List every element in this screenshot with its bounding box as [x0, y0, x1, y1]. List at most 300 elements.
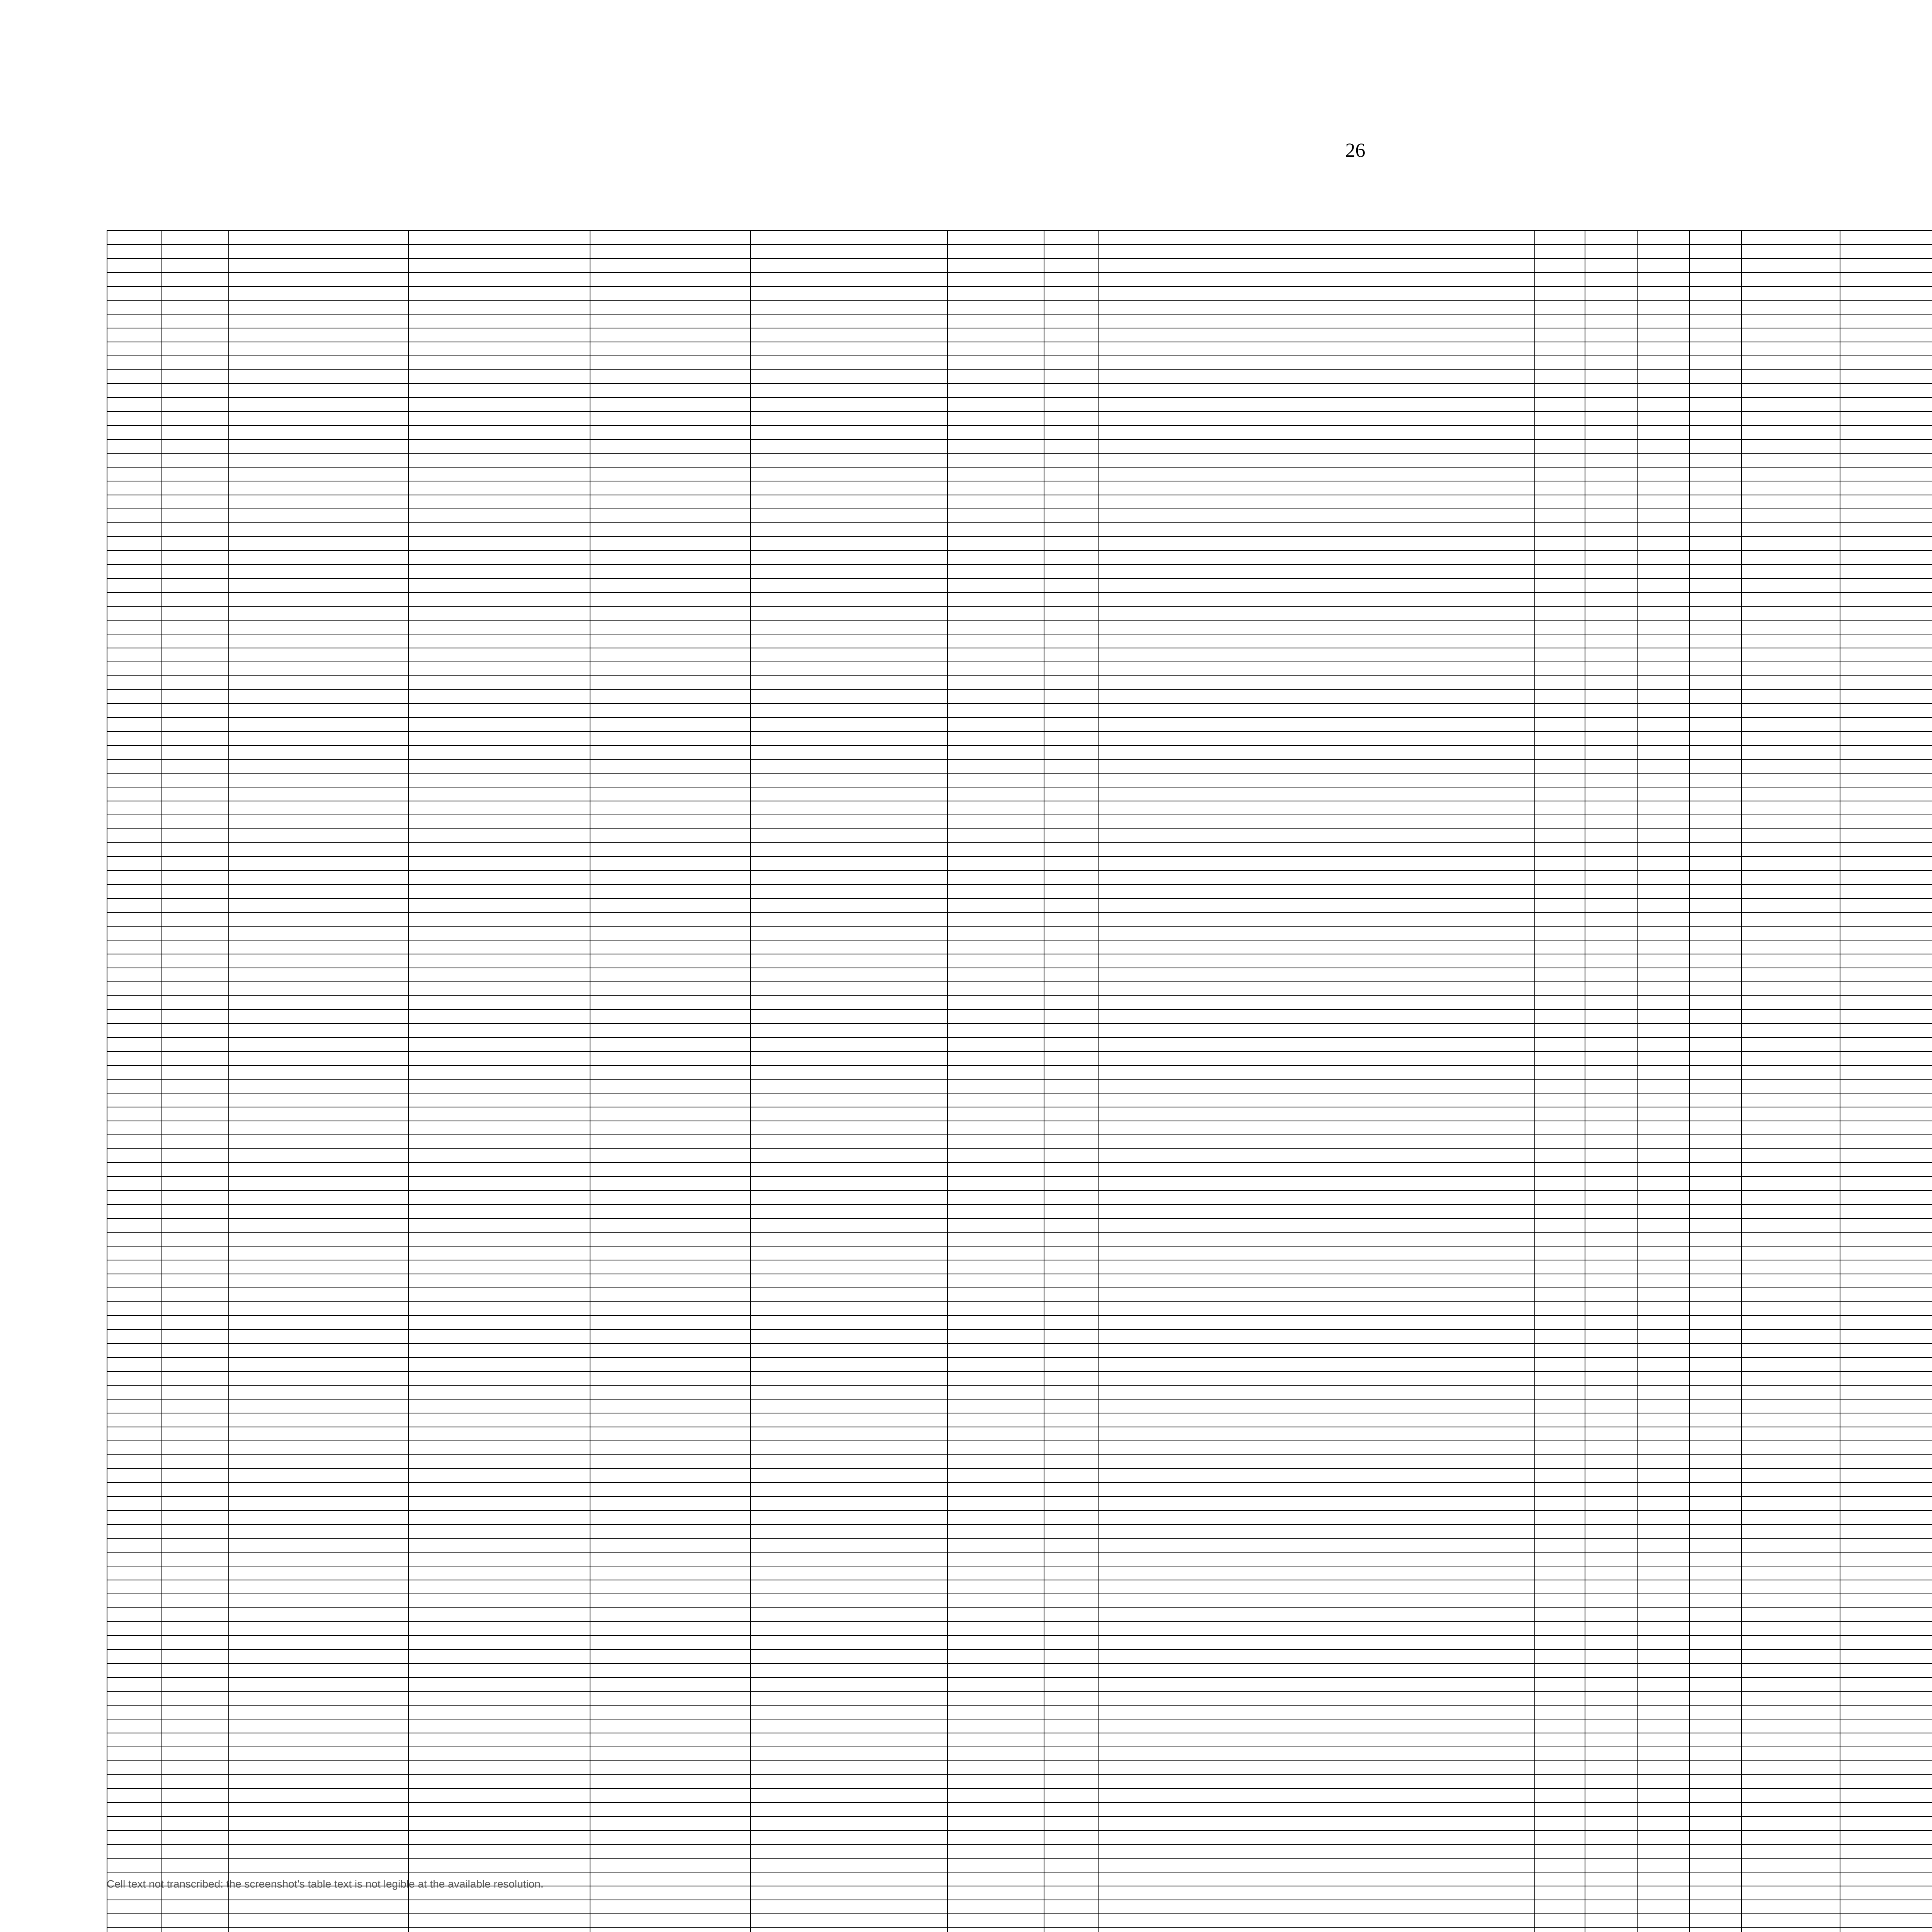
- table-cell: [1689, 1636, 1742, 1650]
- table-cell: [1840, 1830, 1932, 1844]
- table-row: [107, 745, 1932, 759]
- table-cell: [408, 1218, 590, 1232]
- table-cell: [750, 1761, 947, 1775]
- table-cell: [1840, 592, 1932, 606]
- table-cell: [408, 1232, 590, 1246]
- table-cell: [1535, 1538, 1585, 1552]
- table-cell: [1535, 1914, 1585, 1928]
- table-cell: [1535, 1371, 1585, 1385]
- table-cell: [1742, 1510, 1840, 1524]
- table-cell: [1044, 1538, 1098, 1552]
- table-cell: [590, 996, 750, 1010]
- table-cell: [1585, 300, 1637, 314]
- table-cell: [1742, 857, 1840, 871]
- table-cell: [1840, 425, 1932, 439]
- table-cell: [590, 1858, 750, 1872]
- table-cell: [1585, 1816, 1637, 1830]
- table-cell: [229, 690, 408, 704]
- table-cell: [590, 1149, 750, 1163]
- table-cell: [590, 551, 750, 565]
- table-cell: [1637, 342, 1689, 356]
- table-cell: [1044, 1816, 1098, 1830]
- table-cell: [408, 1149, 590, 1163]
- table-cell: [107, 1483, 161, 1497]
- table-cell: [1098, 829, 1535, 843]
- table-cell: [1637, 523, 1689, 537]
- table-cell: [1098, 1900, 1535, 1914]
- table-cell: [161, 898, 229, 912]
- table-cell: [1840, 537, 1932, 551]
- table-cell: [1585, 537, 1637, 551]
- table-row: [107, 300, 1932, 314]
- table-cell: [107, 1107, 161, 1121]
- table-row: [107, 1469, 1932, 1483]
- table-cell: [1585, 1371, 1637, 1385]
- table-cell: [750, 1705, 947, 1719]
- table-cell: [1742, 1538, 1840, 1552]
- table-cell: [229, 523, 408, 537]
- table-cell: [229, 718, 408, 731]
- table-cell: [1637, 1149, 1689, 1163]
- table-cell: [1742, 1608, 1840, 1622]
- table-cell: [229, 1441, 408, 1455]
- table-row: [107, 259, 1932, 272]
- table-cell: [590, 1107, 750, 1121]
- table-cell: [107, 425, 161, 439]
- table-cell: [1044, 439, 1098, 453]
- table-cell: [408, 398, 590, 412]
- table-cell: [1840, 314, 1932, 328]
- table-cell: [590, 1177, 750, 1190]
- table-row: [107, 370, 1932, 384]
- table-cell: [750, 1121, 947, 1135]
- table-cell: [1535, 690, 1585, 704]
- table-cell: [1742, 1010, 1840, 1024]
- table-cell: [408, 773, 590, 787]
- table-cell: [1742, 1330, 1840, 1344]
- table-cell: [590, 231, 750, 245]
- table-cell: [1044, 1371, 1098, 1385]
- table-cell: [1098, 1246, 1535, 1260]
- table-cell: [229, 1844, 408, 1858]
- table-cell: [1098, 1719, 1535, 1733]
- table-cell: [1535, 1065, 1585, 1079]
- table-cell: [1535, 801, 1585, 815]
- table-cell: [947, 565, 1044, 578]
- table-cell: [1742, 676, 1840, 690]
- table-cell: [1044, 1691, 1098, 1705]
- table-cell: [750, 551, 947, 565]
- table-cell: [1044, 412, 1098, 425]
- table-cell: [590, 745, 750, 759]
- table-cell: [1535, 1900, 1585, 1914]
- table-cell: [161, 731, 229, 745]
- table-cell: [1840, 1928, 1932, 1932]
- table-cell: [1098, 439, 1535, 453]
- table-row: [107, 342, 1932, 356]
- table-cell: [590, 1163, 750, 1177]
- table-cell: [1840, 996, 1932, 1010]
- table-cell: [750, 634, 947, 648]
- table-cell: [107, 1399, 161, 1413]
- table-cell: [107, 1928, 161, 1932]
- table-cell: [1585, 940, 1637, 954]
- table-cell: [750, 1872, 947, 1886]
- table-cell: [1637, 718, 1689, 731]
- table-cell: [229, 871, 408, 884]
- table-cell: [1098, 745, 1535, 759]
- table-cell: [1098, 1691, 1535, 1705]
- table-cell: [947, 1371, 1044, 1385]
- table-cell: [1585, 1065, 1637, 1079]
- table-cell: [1098, 1677, 1535, 1691]
- table-cell: [590, 245, 750, 259]
- table-cell: [161, 1705, 229, 1719]
- table-cell: [1585, 898, 1637, 912]
- table-cell: [107, 1775, 161, 1789]
- table-cell: [1044, 801, 1098, 815]
- table-cell: [1637, 954, 1689, 968]
- table-cell: [1840, 1900, 1932, 1914]
- table-cell: [947, 1330, 1044, 1344]
- table-cell: [1098, 551, 1535, 565]
- table-cell: [1637, 857, 1689, 871]
- table-row: [107, 1803, 1932, 1816]
- table-cell: [1044, 328, 1098, 342]
- table-cell: [750, 1246, 947, 1260]
- table-row: [107, 1037, 1932, 1051]
- table-cell: [1637, 1803, 1689, 1816]
- table-cell: [1742, 1524, 1840, 1538]
- table-cell: [1840, 690, 1932, 704]
- table-cell: [750, 1079, 947, 1093]
- table-cell: [1585, 1037, 1637, 1051]
- table-cell: [161, 1789, 229, 1803]
- table-row: [107, 328, 1932, 342]
- table-row: [107, 620, 1932, 634]
- table-row: [107, 1010, 1932, 1024]
- table-cell: [107, 1900, 161, 1914]
- table-cell: [1689, 996, 1742, 1010]
- table-cell: [1742, 453, 1840, 467]
- table-cell: [1840, 843, 1932, 857]
- table-cell: [1098, 1204, 1535, 1218]
- table-cell: [1840, 1399, 1932, 1413]
- table-cell: [750, 1914, 947, 1928]
- table-cell: [750, 398, 947, 412]
- table-cell: [1840, 1858, 1932, 1872]
- table-cell: [1044, 509, 1098, 523]
- table-cell: [947, 551, 1044, 565]
- table-cell: [229, 1344, 408, 1357]
- table-cell: [1689, 328, 1742, 342]
- table-cell: [947, 1399, 1044, 1413]
- table-cell: [229, 1594, 408, 1608]
- table-cell: [1689, 690, 1742, 704]
- table-cell: [408, 982, 590, 996]
- table-cell: [1098, 982, 1535, 996]
- table-cell: [1535, 495, 1585, 509]
- table-cell: [750, 523, 947, 537]
- table-cell: [1689, 1024, 1742, 1037]
- table-cell: [750, 801, 947, 815]
- table-cell: [1689, 1149, 1742, 1163]
- table-cell: [1637, 1816, 1689, 1830]
- table-cell: [1585, 1691, 1637, 1705]
- table-cell: [161, 1608, 229, 1622]
- table-cell: [947, 773, 1044, 787]
- table-cell: [1742, 648, 1840, 662]
- table-cell: [947, 1552, 1044, 1566]
- table-cell: [1689, 1316, 1742, 1330]
- table-cell: [1098, 1816, 1535, 1830]
- table-cell: [1742, 1302, 1840, 1316]
- table-cell: [1535, 898, 1585, 912]
- table-cell: [1585, 1024, 1637, 1037]
- table-cell: [408, 370, 590, 384]
- table-cell: [1840, 1441, 1932, 1455]
- table-cell: [1742, 1566, 1840, 1580]
- table-cell: [947, 1677, 1044, 1691]
- table-cell: [590, 968, 750, 982]
- table-cell: [1689, 592, 1742, 606]
- table-cell: [1689, 1928, 1742, 1932]
- table-cell: [107, 676, 161, 690]
- table-cell: [1585, 1524, 1637, 1538]
- table-cell: [1044, 1705, 1098, 1719]
- table-cell: [1585, 1566, 1637, 1580]
- table-cell: [1585, 1469, 1637, 1483]
- table-cell: [1840, 231, 1932, 245]
- table-cell: [1637, 565, 1689, 578]
- table-cell: [229, 1747, 408, 1761]
- table-cell: [1585, 1886, 1637, 1900]
- table-row: [107, 551, 1932, 565]
- table-cell: [590, 1747, 750, 1761]
- table-cell: [1535, 1608, 1585, 1622]
- table-cell: [1840, 1914, 1932, 1928]
- table-cell: [1742, 1552, 1840, 1566]
- table-cell: [408, 551, 590, 565]
- table-cell: [750, 773, 947, 787]
- table-cell: [750, 231, 947, 245]
- table-cell: [947, 1622, 1044, 1636]
- table-cell: [1535, 1079, 1585, 1093]
- table-cell: [1098, 1037, 1535, 1051]
- table-cell: [1585, 1010, 1637, 1024]
- table-cell: [107, 1288, 161, 1302]
- table-cell: [1044, 1093, 1098, 1107]
- table-cell: [1637, 1789, 1689, 1803]
- table-cell: [590, 954, 750, 968]
- table-cell: [1044, 592, 1098, 606]
- table-cell: [107, 801, 161, 815]
- table-cell: [590, 1330, 750, 1344]
- table-cell: [1098, 578, 1535, 592]
- table-cell: [161, 1497, 229, 1510]
- table-cell: [750, 718, 947, 731]
- table-cell: [1637, 731, 1689, 745]
- table-cell: [1637, 1747, 1689, 1761]
- table-cell: [1535, 245, 1585, 259]
- table-row: [107, 1135, 1932, 1149]
- table-cell: [1742, 1719, 1840, 1733]
- table-cell: [1637, 1844, 1689, 1858]
- table-cell: [107, 662, 161, 676]
- table-cell: [1044, 634, 1098, 648]
- table-cell: [1689, 898, 1742, 912]
- table-cell: [229, 759, 408, 773]
- table-cell: [1585, 1497, 1637, 1510]
- table-cell: [750, 1510, 947, 1524]
- table-cell: [1585, 1316, 1637, 1330]
- table-cell: [107, 1733, 161, 1747]
- table-row: [107, 1274, 1932, 1288]
- table-cell: [107, 1218, 161, 1232]
- table-cell: [229, 815, 408, 829]
- table-cell: [107, 1830, 161, 1844]
- table-cell: [590, 1204, 750, 1218]
- table-cell: [1585, 314, 1637, 328]
- table-cell: [1585, 592, 1637, 606]
- table-cell: [1535, 592, 1585, 606]
- table-cell: [590, 565, 750, 578]
- table-cell: [161, 245, 229, 259]
- table-cell: [1637, 676, 1689, 690]
- table-cell: [1585, 565, 1637, 578]
- table-cell: [1535, 745, 1585, 759]
- table-cell: [1044, 342, 1098, 356]
- table-cell: [1535, 1149, 1585, 1163]
- table-cell: [750, 1636, 947, 1650]
- table-cell: [408, 467, 590, 481]
- table-cell: [1098, 1858, 1535, 1872]
- table-cell: [1637, 926, 1689, 940]
- table-cell: [947, 1344, 1044, 1357]
- table-cell: [1637, 1775, 1689, 1789]
- table-cell: [229, 662, 408, 676]
- table-cell: [1840, 439, 1932, 453]
- table-cell: [1742, 1691, 1840, 1705]
- table-cell: [1044, 1399, 1098, 1413]
- table-cell: [1585, 1427, 1637, 1441]
- table-cell: [1535, 982, 1585, 996]
- table-cell: [1585, 634, 1637, 648]
- table-cell: [408, 745, 590, 759]
- table-cell: [1840, 1024, 1932, 1037]
- table-cell: [947, 384, 1044, 398]
- table-cell: [1742, 467, 1840, 481]
- table-cell: [1689, 1510, 1742, 1524]
- table-cell: [1098, 1830, 1535, 1844]
- table-cell: [1044, 1789, 1098, 1803]
- table-row: [107, 1914, 1932, 1928]
- table-cell: [590, 1594, 750, 1608]
- table-cell: [1689, 1413, 1742, 1427]
- table-cell: [1742, 871, 1840, 884]
- table-row: [107, 759, 1932, 773]
- table-cell: [1742, 843, 1840, 857]
- table-cell: [1585, 620, 1637, 634]
- table-cell: [107, 1538, 161, 1552]
- table-cell: [590, 1914, 750, 1928]
- table-cell: [161, 1316, 229, 1330]
- table-cell: [107, 884, 161, 898]
- table-cell: [107, 578, 161, 592]
- table-cell: [229, 787, 408, 801]
- table-cell: [107, 565, 161, 578]
- table-cell: [1637, 1163, 1689, 1177]
- table-cell: [107, 926, 161, 940]
- table-cell: [1044, 648, 1098, 662]
- table-cell: [947, 1246, 1044, 1260]
- table-cell: [1535, 412, 1585, 425]
- table-cell: [1689, 1302, 1742, 1316]
- table-cell: [229, 1455, 408, 1469]
- table-cell: [750, 495, 947, 509]
- table-cell: [750, 954, 947, 968]
- table-row: [107, 1538, 1932, 1552]
- table-cell: [1840, 1510, 1932, 1524]
- table-cell: [1535, 1858, 1585, 1872]
- table-cell: [1585, 718, 1637, 731]
- table-cell: [1637, 662, 1689, 676]
- table-row: [107, 843, 1932, 857]
- table-cell: [229, 495, 408, 509]
- table-cell: [1742, 356, 1840, 370]
- table-cell: [590, 272, 750, 286]
- table-cell: [1742, 509, 1840, 523]
- table-cell: [1637, 1691, 1689, 1705]
- table-cell: [1098, 272, 1535, 286]
- table-cell: [408, 1719, 590, 1733]
- table-cell: [1689, 648, 1742, 662]
- table-cell: [590, 412, 750, 425]
- table-cell: [229, 1803, 408, 1816]
- table-cell: [1689, 1747, 1742, 1761]
- table-cell: [947, 704, 1044, 718]
- table-cell: [1637, 982, 1689, 996]
- table-cell: [1689, 1079, 1742, 1093]
- table-cell: [161, 1121, 229, 1135]
- table-cell: [1637, 509, 1689, 523]
- table-cell: [1742, 815, 1840, 829]
- table-cell: [1044, 718, 1098, 731]
- table-cell: [161, 1065, 229, 1079]
- table-cell: [590, 1636, 750, 1650]
- table-cell: [947, 982, 1044, 996]
- table-cell: [1637, 1357, 1689, 1371]
- table-cell: [590, 898, 750, 912]
- table-cell: [590, 1886, 750, 1900]
- table-cell: [590, 634, 750, 648]
- table-cell: [947, 606, 1044, 620]
- table-cell: [107, 773, 161, 787]
- table-cell: [1840, 704, 1932, 718]
- table-cell: [1098, 815, 1535, 829]
- table-cell: [1585, 1636, 1637, 1650]
- table-cell: [1840, 1566, 1932, 1580]
- table-cell: [1840, 1580, 1932, 1594]
- table-cell: [1637, 1705, 1689, 1719]
- table-cell: [1098, 384, 1535, 398]
- table-cell: [229, 1816, 408, 1830]
- table-cell: [590, 1789, 750, 1803]
- table-cell: [947, 1900, 1044, 1914]
- table-cell: [1689, 801, 1742, 815]
- table-row: [107, 1789, 1932, 1803]
- table-cell: [1535, 1510, 1585, 1524]
